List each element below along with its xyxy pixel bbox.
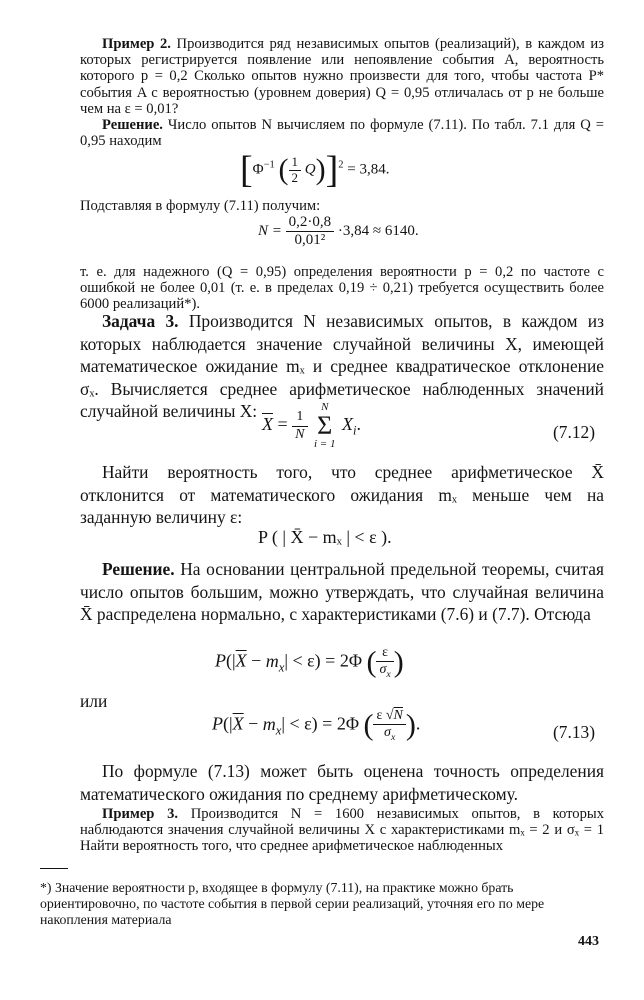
footnote [40,880,604,929]
example2-conclusion: т. е. для надежного (Q = 0,95) определения вероятности p = 0,2 по частоте с ошибкой не более 0,01 (т. е. в пределах 0,19 ÷ 0,21) требуется осуществить более 6000 реализаций*). [80,264,604,313]
task3-after-text: По формуле (7.13) может быть оценена точность определения математического ожидания по среднему арифметическому. [80,761,604,804]
formula-7-12: $\overline{X}$ = $\frac{1}{N}$ N Σ i = 1 $X_i$. [262,401,361,450]
formula-phi-inverse: [$\Phi^{-1}$ ( $\frac{1}{2}$ Q)]$^2$ = 3,84. [240,149,390,191]
formula-prob-phi: $P(|\overline{X} - m_x| < \varepsilon) = 2\Phi$ ( $\frac{\varepsilon}{\sigma_x}$ ) [215,645,404,680]
task3-solution-paragraph [80,558,604,626]
example2-paragraph [80,36,604,117]
footnote-rule [40,868,68,869]
page-number: 443 [578,934,599,949]
example2-text: Производится ряд независимых опытов (реализаций), в каждом из которых регистрируется появление или непоявление события A, вероятность которого p = 0,2 Сколько опытов нужно произвести для того, чтобы частота P* события A с вероятностью (уровнем доверия) Q = 0,95 отличалась от p не больше чем на ε = 0,01? [80,36,604,117]
task3-solution-text: На основании центральной предельной теоремы, считая число опытов большим, можно утверждать, что случайная величина X̄ распределена нормально, с характеристиками (7.6) и (7.7). Отсюда [80,559,604,625]
example2-solution-paragraph [80,117,604,149]
example2-solution-text: Число опытов N вычисляем по формуле (7.11). По табл. 7.1 для Q = 0,95 находим [80,117,604,150]
example3-label: Пример 3. [102,806,179,822]
formula2-rhs: ·3,84 ≈ 6140. [337,223,419,240]
example2-label: Пример 2. [102,36,171,52]
or-text: или [80,691,108,711]
example3-text: Производится N = 1600 независимых опытов, в которых наблюдаются значения случайной величины X с характеристиками mₓ = 2 и σₓ = 1 Найти вероятность того, что среднее арифметическое наблюденных [80,806,604,855]
task3-label: Задача 3. [102,311,179,331]
prob-expression: P ( | X̄ − mₓ | < ε ). [258,527,392,547]
example3-paragraph [80,806,604,855]
formula1-result: = 3,84. [347,161,390,178]
footnote-text: Значение вероятности p, входящее в формулу (7.11), на практике можно брать ориентировочно, по частоте события в первой серии реализаций, уточняя его по мере накопления материала [40,880,545,928]
substitute-text: Подставляя в формулу (7.11) получим: [80,198,321,214]
task3-find-text: Найти вероятность того, что среднее арифметическое X̄ отклонится от математического ожидания mₓ меньше чем на заданную величину ε: [80,462,604,528]
formula2-fraction [286,214,335,250]
formula2-lhs: N = [258,223,282,240]
formula-n-calc [258,214,419,250]
task3-text: Производится N независимых опытов, в каждом из которых наблюдается значение случайной величины X, имеющей математическое ожидание mₓ и среднее квадратическое отклонение σₓ. Вычисляется среднее арифметическое наблюденных значений случайной величины X: [80,311,604,422]
eq713-number: (7.13) [553,722,596,742]
eq712-number: (7.12) [553,422,596,442]
formula2-numerator: 0,2·0,8 [286,214,335,232]
footnote-marker: *) [40,880,52,895]
example2-solution-label: Решение. [102,117,163,133]
formula-7-13: $P(|\overline{X} - m_x| < \varepsilon) = 2\Phi$ ( $\frac{\varepsilon √N}{\sigma_x}$ ). [212,708,421,743]
formula2-denominator: 0,01² [294,232,326,249]
task3-solution-label: Решение. [102,559,175,579]
